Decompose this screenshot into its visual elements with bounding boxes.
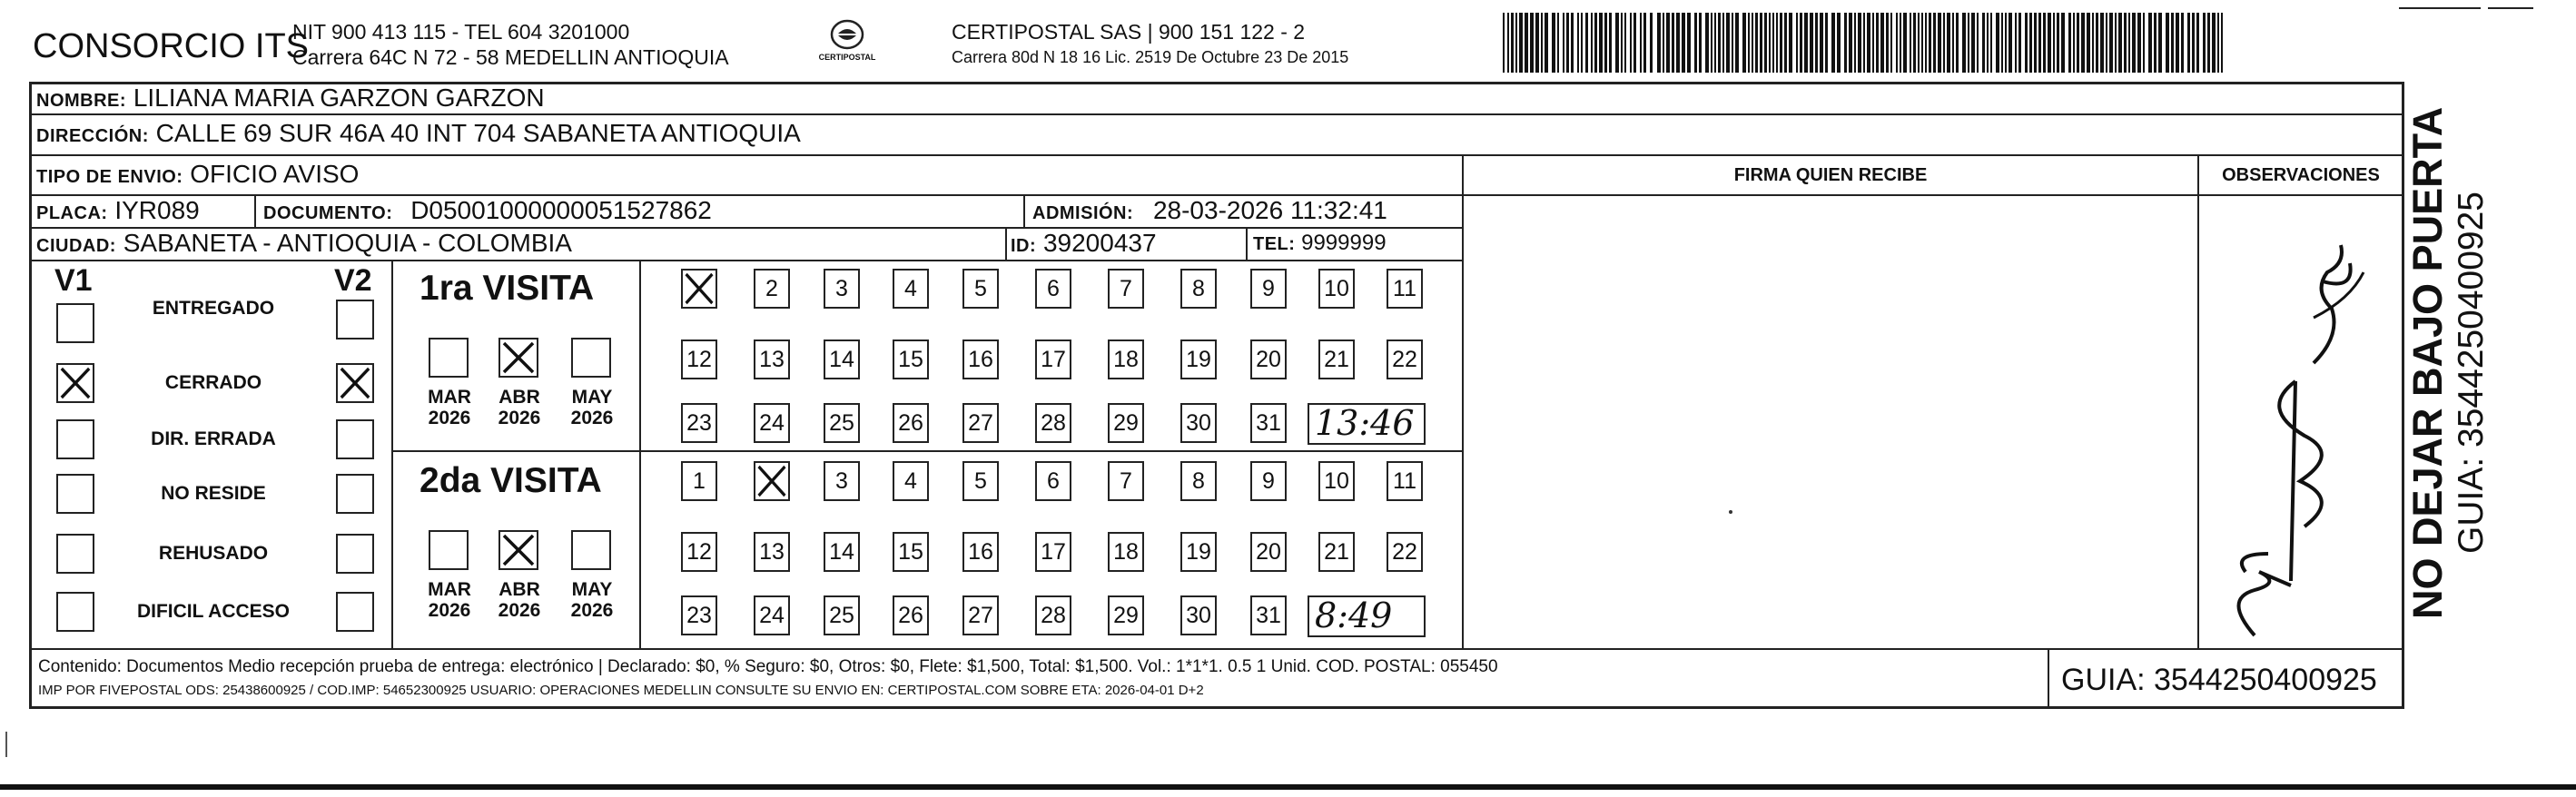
- day-box[interactable]: 12: [681, 532, 717, 572]
- page-bottom-rule: [0, 784, 2576, 790]
- day-box[interactable]: 6: [1035, 269, 1071, 309]
- admision-divider: [1023, 194, 1025, 227]
- placa-row: [36, 198, 200, 223]
- nit-line: NIT 900 413 115 - TEL 604 3201000: [292, 20, 630, 44]
- month-name: ABR: [498, 387, 540, 408]
- documento-row: [263, 198, 712, 223]
- day-box[interactable]: 26: [893, 595, 929, 635]
- id-label: ID:: [1011, 236, 1037, 256]
- id-value: 39200437: [1042, 229, 1157, 257]
- day-box[interactable]: 27: [962, 403, 999, 443]
- day-box[interactable]: 13: [754, 339, 790, 379]
- day-box[interactable]: 15: [893, 532, 929, 572]
- day-box[interactable]: 18: [1108, 339, 1144, 379]
- tel-label: TEL:: [1253, 234, 1296, 254]
- visit-divider: [391, 450, 1463, 452]
- month-name: MAY: [571, 579, 613, 600]
- day-box[interactable]: 17: [1035, 339, 1071, 379]
- day-box[interactable]: 24: [754, 403, 790, 443]
- day-box[interactable]: 25: [824, 595, 860, 635]
- v1-checkbox[interactable]: [56, 363, 94, 403]
- corner-mark: [2399, 7, 2481, 9]
- month-checkbox[interactable]: [571, 530, 611, 570]
- row-line-5: [29, 260, 1464, 261]
- id-row: [1011, 231, 1157, 256]
- day-box[interactable]: 26: [893, 403, 929, 443]
- logo-text: CERTIPOSTAL: [818, 53, 876, 62]
- company-name: CONSORCIO ITS: [33, 27, 310, 65]
- handwritten-signature: [2205, 227, 2395, 644]
- documento-label: DOCUMENTO:: [263, 203, 393, 223]
- status-label: CERRADO: [164, 372, 262, 393]
- day-box[interactable]: 14: [824, 532, 860, 572]
- direccion-row: [36, 121, 801, 146]
- v2-checkbox[interactable]: [336, 474, 374, 514]
- day-box[interactable]: 28: [1035, 595, 1071, 635]
- month-name: MAR: [428, 387, 471, 408]
- ciudad-value: SABANETA - ANTIOQUIA - COLOMBIA: [123, 229, 572, 257]
- day-box[interactable]: 3: [824, 461, 860, 501]
- tel-divider: [1246, 227, 1248, 260]
- placa-label: PLACA:: [36, 203, 108, 223]
- company-address: Carrera 64C N 72 - 58 MEDELLIN ANTIOQUIA: [292, 45, 729, 69]
- placa-value: IYR089: [114, 196, 200, 224]
- month-checkbox[interactable]: [429, 530, 469, 570]
- frame-left: [29, 82, 32, 708]
- day-box[interactable]: 29: [1108, 403, 1144, 443]
- stray-dot: [1729, 510, 1732, 514]
- day-box[interactable]: 22: [1387, 532, 1423, 572]
- day-box[interactable]: 19: [1180, 532, 1217, 572]
- tel-row: [1253, 232, 1387, 254]
- day-box[interactable]: 20: [1250, 339, 1287, 379]
- day-box[interactable]: 16: [962, 532, 999, 572]
- day-box[interactable]: 23: [681, 403, 717, 443]
- visit-time: 13:46: [1315, 403, 1415, 443]
- v1-checkbox[interactable]: [56, 303, 94, 343]
- v1-checkbox[interactable]: [56, 592, 94, 632]
- day-box[interactable]: 11: [1387, 461, 1423, 501]
- nombre-label: NOMBRE:: [36, 91, 127, 111]
- status-label: NO RESIDE: [161, 483, 266, 504]
- day-box[interactable]: 8: [1180, 461, 1217, 501]
- side-guia: GUIA: 3544250400925: [2452, 192, 2491, 554]
- day-box[interactable]: 11: [1387, 269, 1423, 309]
- day-box[interactable]: [754, 461, 790, 501]
- month-year: 2026: [428, 600, 471, 622]
- documento-value: D05001000000051527862: [410, 196, 712, 224]
- month-name: MAY: [571, 387, 613, 408]
- month-label: [488, 387, 551, 428]
- v2-checkbox[interactable]: [336, 419, 374, 459]
- visit-title: 2da VISITA: [419, 461, 602, 500]
- barcode: [1503, 13, 2225, 73]
- month-label: [418, 579, 481, 621]
- day-box[interactable]: 30: [1180, 595, 1217, 635]
- admision-label: ADMISIÓN:: [1032, 203, 1134, 223]
- ciudad-label: CIUDAD:: [36, 236, 116, 256]
- day-box[interactable]: 1: [681, 461, 717, 501]
- day-box[interactable]: 31: [1250, 403, 1287, 443]
- visit-title: 1ra VISITA: [419, 269, 595, 308]
- direccion-label: DIRECCIÓN:: [36, 126, 149, 146]
- status-label: ENTREGADO: [152, 298, 275, 319]
- id-divider: [1005, 227, 1007, 260]
- firma-header: FIRMA QUIEN RECIBE: [1733, 165, 1928, 185]
- v2-checkbox[interactable]: [336, 592, 374, 632]
- certipostal-line2: Carrera 80d N 18 16 Lic. 2519 De Octubre 23 De 2015: [952, 48, 1349, 66]
- day-box[interactable]: 18: [1108, 532, 1144, 572]
- footer-line1: Contenido: Documentos Medio recepción prueba de entrega: electrónico | Declarado: $0, % Seguro: $0, Otros: $0, Flete: $1,500, Total: $1,500. Vol.: 1*1*1. 0.5 1 Unid. COD. POSTAL: 055450: [38, 657, 1498, 676]
- certipostal-logo: [806, 16, 888, 67]
- admision-row: [1032, 198, 1387, 223]
- month-name: ABR: [498, 579, 540, 600]
- month-year: 2026: [498, 408, 541, 429]
- footer-guia: GUIA: 3544250400925: [2061, 663, 2377, 697]
- day-box[interactable]: 2: [754, 269, 790, 309]
- day-box[interactable]: 22: [1387, 339, 1423, 379]
- month-checkbox[interactable]: [571, 338, 611, 378]
- tipo-value: OFICIO AVISO: [190, 160, 360, 188]
- day-box[interactable]: 14: [824, 339, 860, 379]
- page-left-tick: [5, 732, 7, 757]
- certipostal-line1: CERTIPOSTAL SAS | 900 151 122 - 2: [952, 20, 1306, 44]
- nombre-value: LILIANA MARIA GARZON GARZON: [133, 84, 545, 112]
- day-box[interactable]: 17: [1035, 532, 1071, 572]
- day-box[interactable]: 3: [824, 269, 860, 309]
- day-box[interactable]: 7: [1108, 269, 1144, 309]
- ciudad-row: [36, 231, 572, 256]
- admision-value: 28-03-2026 11:32:41: [1152, 196, 1387, 224]
- day-box[interactable]: 5: [962, 461, 999, 501]
- row-line-1: [29, 113, 2404, 115]
- day-box[interactable]: 10: [1318, 461, 1355, 501]
- v2-checkbox[interactable]: [336, 300, 374, 339]
- tel-value: 9999999: [1301, 231, 1387, 255]
- status-label: DIFICIL ACCESO: [136, 601, 290, 622]
- obs-divider: [2197, 154, 2199, 649]
- status-divider: [391, 260, 393, 648]
- footer-line2: IMP POR FIVEPOSTAL ODS: 25438600925 / COD.IMP: 54652300925 USUARIO: OPERACIONES MEDELLIN CONSULTE SU ENVIO EN: CERTIPOSTAL.COM SOBRE ETA: 2026-04-01 D+2: [38, 683, 1204, 698]
- day-box[interactable]: 27: [962, 595, 999, 635]
- day-box[interactable]: 16: [962, 339, 999, 379]
- nombre-row: [36, 85, 545, 111]
- day-box[interactable]: 29: [1108, 595, 1144, 635]
- v2-header: V2: [334, 263, 372, 298]
- guia-divider: [2048, 648, 2049, 708]
- day-box[interactable]: 7: [1108, 461, 1144, 501]
- day-box[interactable]: 24: [754, 595, 790, 635]
- month-year: 2026: [570, 600, 614, 622]
- day-box[interactable]: 9: [1250, 269, 1287, 309]
- day-box[interactable]: 9: [1250, 461, 1287, 501]
- month-label: [560, 579, 624, 621]
- day-box[interactable]: 13: [754, 532, 790, 572]
- direccion-value: CALLE 69 SUR 46A 40 INT 704 SABANETA ANTIOQUIA: [155, 119, 801, 147]
- day-box[interactable]: 4: [893, 269, 929, 309]
- day-box[interactable]: 10: [1318, 269, 1355, 309]
- day-box[interactable]: 5: [962, 269, 999, 309]
- time-box[interactable]: [1308, 403, 1426, 445]
- tipo-label: TIPO DE ENVIO:: [36, 167, 183, 187]
- month-label: [418, 387, 481, 428]
- visit-time: 8:49: [1315, 595, 1393, 635]
- placa-divider: [254, 194, 256, 227]
- month-checkbox[interactable]: [429, 338, 469, 378]
- status-label: DIR. ERRADA: [151, 428, 276, 449]
- v1-header: V1: [54, 263, 93, 298]
- v2-checkbox[interactable]: [336, 534, 374, 574]
- day-box[interactable]: 28: [1035, 403, 1071, 443]
- day-box[interactable]: 4: [893, 461, 929, 501]
- v2-checkbox[interactable]: [336, 363, 374, 403]
- day-box[interactable]: 30: [1180, 403, 1217, 443]
- row-line-2: [29, 154, 2404, 156]
- corner-mark-2: [2488, 7, 2533, 9]
- status-label: REHUSADO: [158, 543, 269, 564]
- day-box[interactable]: 21: [1318, 339, 1355, 379]
- day-box[interactable]: 19: [1180, 339, 1217, 379]
- time-box[interactable]: [1308, 595, 1426, 637]
- side-warning: NO DEJAR BAJO PUERTA: [2404, 106, 2451, 619]
- month-checkbox[interactable]: [498, 530, 538, 570]
- day-box[interactable]: 25: [824, 403, 860, 443]
- tipo-row: [36, 162, 359, 187]
- day-box[interactable]: 31: [1250, 595, 1287, 635]
- month-year: 2026: [428, 408, 471, 429]
- day-box[interactable]: 15: [893, 339, 929, 379]
- month-name: MAR: [428, 579, 471, 600]
- month-label: [560, 387, 624, 428]
- month-year: 2026: [570, 408, 614, 429]
- month-label: [488, 579, 551, 621]
- v1-checkbox[interactable]: [56, 419, 94, 459]
- days-divider: [639, 260, 641, 648]
- v1-checkbox[interactable]: [56, 474, 94, 514]
- day-box[interactable]: 8: [1180, 269, 1217, 309]
- observaciones-header: OBSERVACIONES: [2222, 165, 2380, 185]
- month-checkbox[interactable]: [498, 338, 538, 378]
- day-box[interactable]: 21: [1318, 532, 1355, 572]
- month-year: 2026: [498, 600, 541, 622]
- day-box[interactable]: 6: [1035, 461, 1071, 501]
- day-box[interactable]: 12: [681, 339, 717, 379]
- firma-area[interactable]: [1464, 196, 2196, 646]
- day-box[interactable]: 23: [681, 595, 717, 635]
- day-box[interactable]: 20: [1250, 532, 1287, 572]
- day-box[interactable]: [681, 269, 717, 309]
- v1-checkbox[interactable]: [56, 534, 94, 574]
